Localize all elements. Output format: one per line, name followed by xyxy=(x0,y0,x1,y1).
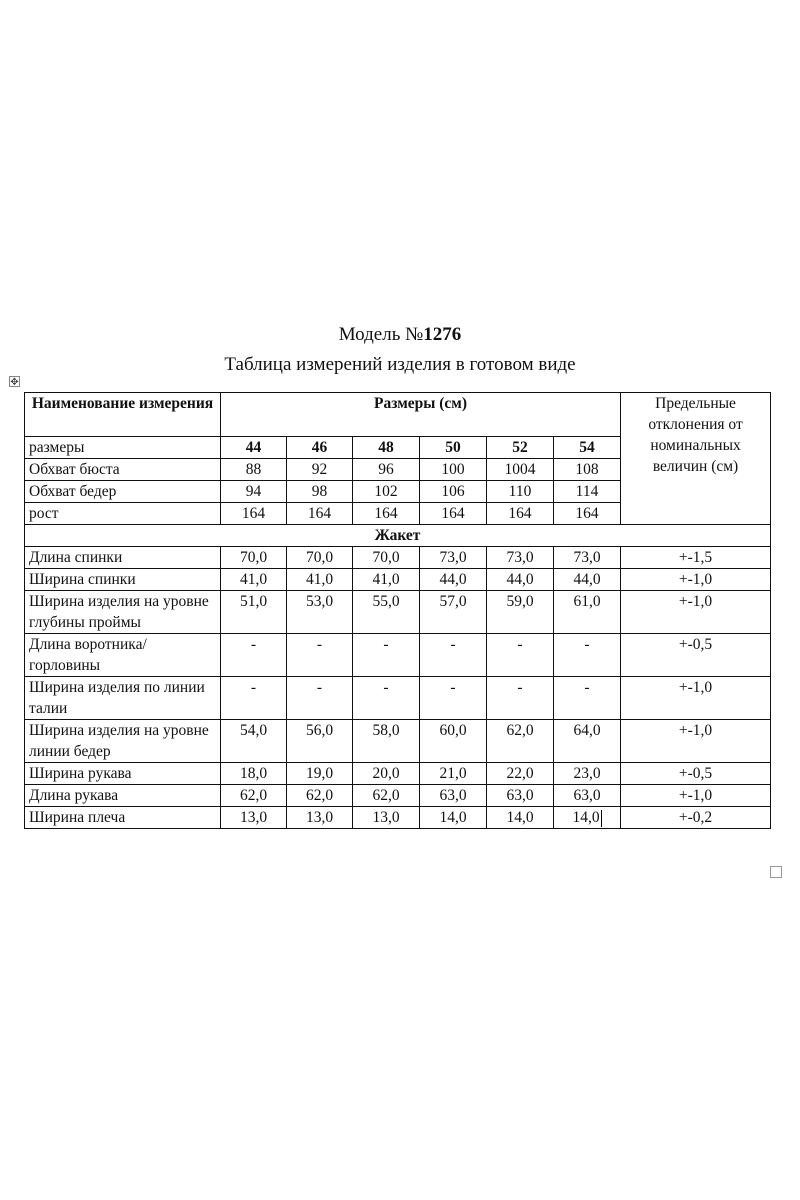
value-cell[interactable]: 20,0 xyxy=(353,763,420,785)
value-cell[interactable]: 23,0 xyxy=(554,763,621,785)
text-cursor xyxy=(601,810,602,827)
jacket-measure-row xyxy=(25,634,771,677)
value-cell[interactable]: 21,0 xyxy=(420,763,487,785)
tolerance-cell[interactable]: +-1,0 xyxy=(621,569,771,591)
value-cell[interactable]: 92 xyxy=(287,459,353,481)
value-cell[interactable]: 164 xyxy=(420,503,487,525)
value-cell[interactable]: - xyxy=(554,634,621,677)
section-row xyxy=(25,525,771,547)
value-cell[interactable]: 108 xyxy=(554,459,621,481)
row-label[interactable]: Ширина изделия на уровне глубины проймы xyxy=(25,591,221,634)
value-cell[interactable]: - xyxy=(221,677,287,720)
value-cell[interactable]: 62,0 xyxy=(487,720,554,763)
value-cell[interactable]: 41,0 xyxy=(221,569,287,591)
row-label[interactable]: Ширина рукава xyxy=(25,763,221,785)
jacket-measure-row xyxy=(25,591,771,634)
value-cell[interactable]: 14,0 xyxy=(420,807,487,829)
value-cell[interactable]: 18,0 xyxy=(221,763,287,785)
table-move-handle-icon[interactable]: ✥ xyxy=(10,377,19,388)
value-cell[interactable]: 98 xyxy=(287,481,353,503)
value-cell[interactable]: 164 xyxy=(221,503,287,525)
value-cell[interactable]: 41,0 xyxy=(353,569,420,591)
model-prefix: Модель № xyxy=(338,324,424,345)
value-cell[interactable]: 58,0 xyxy=(353,720,420,763)
value-cell[interactable]: 164 xyxy=(287,503,353,525)
value-cell[interactable]: 164 xyxy=(487,503,554,525)
tolerance-cell[interactable]: +-1,0 xyxy=(621,677,771,720)
value-cell[interactable]: 54,0 xyxy=(221,720,287,763)
value-cell[interactable]: 114 xyxy=(554,481,621,503)
value-cell[interactable]: 70,0 xyxy=(353,547,420,569)
value-cell[interactable]: 60,0 xyxy=(420,720,487,763)
value-cell[interactable]: 102 xyxy=(353,481,420,503)
jacket-measure-row xyxy=(25,677,771,720)
header-name-cell[interactable]: Наименование измерения xyxy=(25,393,221,437)
value-cell[interactable]: - xyxy=(287,677,353,720)
value-cell[interactable]: 14,0 xyxy=(554,807,621,829)
row-label[interactable]: Ширина изделия на уровне линии бедер xyxy=(25,720,221,763)
header-sizes-cell[interactable]: Размеры (см) xyxy=(221,393,621,437)
measurement-table xyxy=(24,392,771,829)
table-subtitle: Таблица измерений изделия в готовом виде xyxy=(224,354,576,375)
table-resize-handle[interactable] xyxy=(770,866,782,878)
value-cell[interactable]: - xyxy=(420,634,487,677)
tolerance-cell[interactable]: +-1,0 xyxy=(621,591,771,634)
jacket-measure-row xyxy=(25,720,771,763)
value-cell[interactable]: 55,0 xyxy=(353,591,420,634)
row-label[interactable]: Ширина спинки xyxy=(25,569,221,591)
value-cell[interactable]: 51,0 xyxy=(221,591,287,634)
value-cell[interactable]: 106 xyxy=(420,481,487,503)
value-cell[interactable]: 61,0 xyxy=(554,591,621,634)
size-row-label[interactable]: размеры xyxy=(25,437,221,459)
value-cell[interactable]: 62,0 xyxy=(353,785,420,807)
jacket-measure-row xyxy=(25,547,771,569)
value-cell[interactable]: 22,0 xyxy=(487,763,554,785)
value-cell[interactable]: 63,0 xyxy=(487,785,554,807)
value-cell[interactable]: 70,0 xyxy=(221,547,287,569)
value-cell[interactable]: 64,0 xyxy=(554,720,621,763)
size-cell[interactable]: 54 xyxy=(554,437,621,459)
value-cell[interactable]: - xyxy=(554,677,621,720)
row-label[interactable]: Ширина плеча xyxy=(25,807,221,829)
tolerance-cell[interactable]: +-1,5 xyxy=(621,547,771,569)
value-cell[interactable]: 14,0 xyxy=(487,807,554,829)
row-label[interactable]: рост xyxy=(25,503,221,525)
jacket-measure-row xyxy=(25,807,771,829)
value-cell[interactable]: 57,0 xyxy=(420,591,487,634)
value-cell[interactable]: 96 xyxy=(353,459,420,481)
value-cell[interactable]: - xyxy=(487,677,554,720)
row-label[interactable]: Длина спинки xyxy=(25,547,221,569)
row-label[interactable]: Обхват бедер xyxy=(25,481,221,503)
value-cell[interactable]: 62,0 xyxy=(221,785,287,807)
tolerance-cell[interactable]: +-0,5 xyxy=(621,763,771,785)
value-cell[interactable]: 110 xyxy=(487,481,554,503)
jacket-measure-row xyxy=(25,785,771,807)
value-cell[interactable]: 63,0 xyxy=(420,785,487,807)
value-cell[interactable]: 13,0 xyxy=(287,807,353,829)
value-cell[interactable]: 1004 xyxy=(487,459,554,481)
value-cell[interactable]: 73,0 xyxy=(554,547,621,569)
row-label[interactable]: Обхват бюста xyxy=(25,459,221,481)
value-cell[interactable]: 41,0 xyxy=(287,569,353,591)
value-cell[interactable]: 13,0 xyxy=(221,807,287,829)
title-block xyxy=(0,323,800,377)
size-cell[interactable]: 48 xyxy=(353,437,420,459)
value-cell[interactable]: 13,0 xyxy=(353,807,420,829)
value-cell[interactable]: 164 xyxy=(554,503,621,525)
value-cell[interactable]: - xyxy=(287,634,353,677)
value-cell[interactable]: 56,0 xyxy=(287,720,353,763)
model-number: 1276 xyxy=(423,324,462,345)
value-cell[interactable]: 44,0 xyxy=(420,569,487,591)
value-cell[interactable]: 73,0 xyxy=(420,547,487,569)
value-cell[interactable]: - xyxy=(420,677,487,720)
value-cell[interactable]: 53,0 xyxy=(287,591,353,634)
value-cell[interactable]: 73,0 xyxy=(487,547,554,569)
jacket-measure-row xyxy=(25,763,771,785)
value-cell[interactable]: 62,0 xyxy=(287,785,353,807)
value-cell[interactable]: 44,0 xyxy=(554,569,621,591)
model-title xyxy=(0,323,800,347)
row-label[interactable]: Длина воротника/горловины xyxy=(25,634,221,677)
size-cell[interactable]: 52 xyxy=(487,437,554,459)
value-cell[interactable]: - xyxy=(221,634,287,677)
value-cell[interactable]: 19,0 xyxy=(287,763,353,785)
tolerance-cell[interactable]: +-0,5 xyxy=(621,634,771,677)
tolerance-cell[interactable]: +-1,0 xyxy=(621,720,771,763)
value-cell[interactable]: 88 xyxy=(221,459,287,481)
value-cell[interactable]: 100 xyxy=(420,459,487,481)
value-cell[interactable]: 44,0 xyxy=(487,569,554,591)
jacket-measure-row xyxy=(25,569,771,591)
size-cell[interactable]: 46 xyxy=(287,437,353,459)
row-label[interactable]: Длина рукава xyxy=(25,785,221,807)
size-cell[interactable]: 50 xyxy=(420,437,487,459)
tolerance-cell[interactable]: +-0,2 xyxy=(621,807,771,829)
header-row xyxy=(25,393,771,437)
value-cell[interactable]: - xyxy=(487,634,554,677)
value-cell[interactable]: 164 xyxy=(353,503,420,525)
row-label[interactable]: Ширина изделия по линии талии xyxy=(25,677,221,720)
value-cell[interactable]: 59,0 xyxy=(487,591,554,634)
value-cell[interactable]: 70,0 xyxy=(287,547,353,569)
size-cell[interactable]: 44 xyxy=(221,437,287,459)
header-tolerance-cell[interactable]: Предельные отклонения от номинальных величин (см) xyxy=(621,393,771,525)
value-cell[interactable]: 63,0 xyxy=(554,785,621,807)
value-cell[interactable]: - xyxy=(353,634,420,677)
value-cell[interactable]: - xyxy=(353,677,420,720)
value-cell[interactable]: 94 xyxy=(221,481,287,503)
tolerance-cell[interactable]: +-1,0 xyxy=(621,785,771,807)
section-title[interactable]: Жакет xyxy=(25,525,771,547)
